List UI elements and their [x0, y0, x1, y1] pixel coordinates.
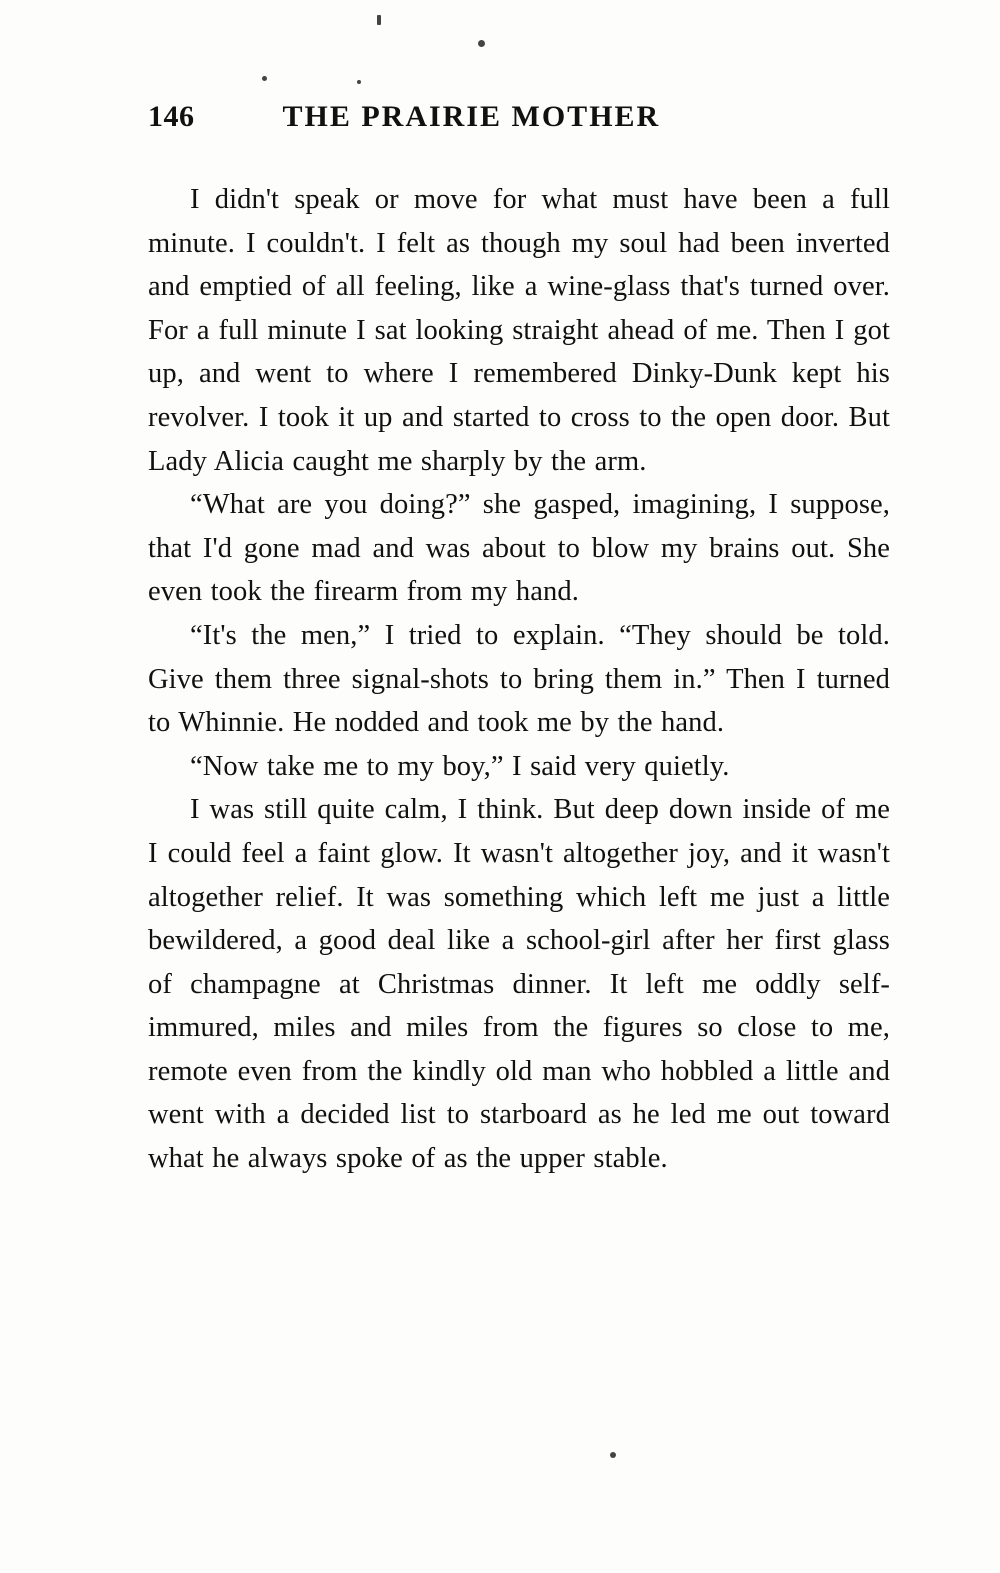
page-header — [148, 100, 890, 134]
page-speck — [610, 1452, 616, 1458]
page-number: 146 — [148, 100, 195, 133]
paragraph: “What are you doing?” she gasped, imagining, I suppose, that I'd gone mad and was about to blow my brains out. She even took the firearm from my hand. — [148, 489, 890, 608]
paragraph: “Now take me to my boy,” I said very quietly. — [190, 750, 730, 782]
paragraph: I didn't speak or move for what must have been a full minute. I couldn't. I felt as though my soul had been inverted and emptied of all feeling, like a wine-glass that's turned over. For a full minute I sat looking straight ahead of me. Then I got up, and went to where I remembered Dinky-Dunk kept his revolver. I took it up and started to cross to the open door. But Lady Alicia caught me sharply by the arm. — [148, 184, 890, 477]
running-title: THE PRAIRIE MOTHER — [282, 100, 661, 133]
page-speck — [262, 76, 267, 81]
page-speck — [377, 15, 381, 25]
page-speck — [478, 40, 485, 47]
page-speck — [357, 80, 361, 84]
paragraph: I was still quite calm, I think. But deep down inside of me I could feel a faint glow. It wasn't altogether joy, and it wasn't altogether relief. It was something which left me just a little bewildered, a good deal like a school-girl after her first glass of champagne at Christmas dinner. It left me oddly self-immured, miles and miles from the figures so close to me, remote even from the kindly old man who hobbled a little and went with a decided list to starboard as he led me out toward what he always spoke of as the upper stable. — [148, 794, 890, 1175]
paragraph: “It's the men,” I tried to explain. “They should be told. Give them three signal-shots to bring them in.” Then I turned to Whinnie. He nodded and took me by the hand. — [148, 619, 890, 739]
page-body — [148, 178, 890, 1181]
